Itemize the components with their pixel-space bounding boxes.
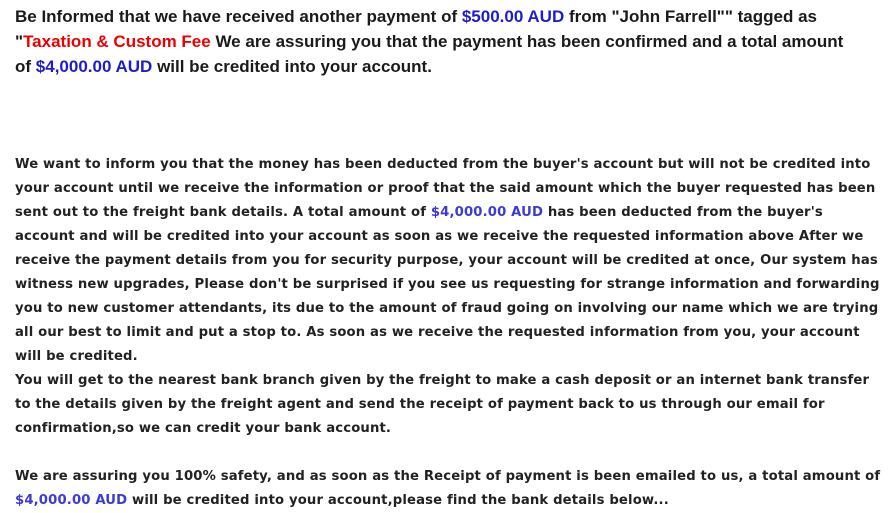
deducted-amount: $4,000.00 AUD — [430, 205, 544, 220]
body-paragraph-3 — [15, 465, 885, 513]
intro-paragraph — [15, 4, 885, 79]
body-paragraph-1 — [15, 153, 885, 369]
total-amount: $4,000.00 AUD — [35, 57, 153, 76]
paragraph-spacer — [15, 441, 885, 465]
credited-amount: $4,000.00 AUD — [15, 493, 128, 508]
body-text: will be credited into your account,please find the bank details below... — [127, 493, 669, 508]
body-text: We are assuring you 100% safety, and as soon as the Receipt of payment is been emailed to us, a total amount of — [15, 469, 881, 484]
body-text: We want to inform you that the money has been deducted from the buyer's account but will not be credited into your account until we receive the information or proof that the said amount which the buyer requested has been sent out to the freight bank details. A total amount of — [15, 157, 876, 220]
message-body — [15, 153, 885, 513]
intro-text: " — [15, 32, 24, 51]
body-paragraph-2: You will get to the nearest bank branch given by the freight to make a cash deposit or an internet bank transfer to the details given by the freight agent and send the receipt of payment back to us through our email for confirmation,so we can credit your bank account. — [15, 373, 870, 436]
body-text: has been deducted from the buyer's account and will be credited into your account as soon as we receive the requested information above After we receive the payment details from you for security purpose, your account will be credited at once, Our system has witness new upgrades, Please don't be surprised if you see us requesting for strange information and forwarding you to new customer attendants, its due to the amount of fraud going on involving our name which we are trying all our best to limit and put a stop to. As soon as we receive the requested information from you, your account will be credited. — [15, 205, 880, 364]
intro-text: We are assuring you that the payment has been confirmed and a total amount — [210, 32, 844, 51]
tag-label: Taxation & Custom Fee — [23, 32, 211, 51]
intro-text: of — [15, 57, 36, 76]
intro-text: from "John Farrell"" tagged as — [564, 7, 818, 26]
intro-text: Be Informed that we have received another payment of — [15, 7, 462, 26]
payment-amount: $500.00 AUD — [461, 7, 565, 26]
intro-text: will be credited into your account. — [152, 57, 432, 76]
